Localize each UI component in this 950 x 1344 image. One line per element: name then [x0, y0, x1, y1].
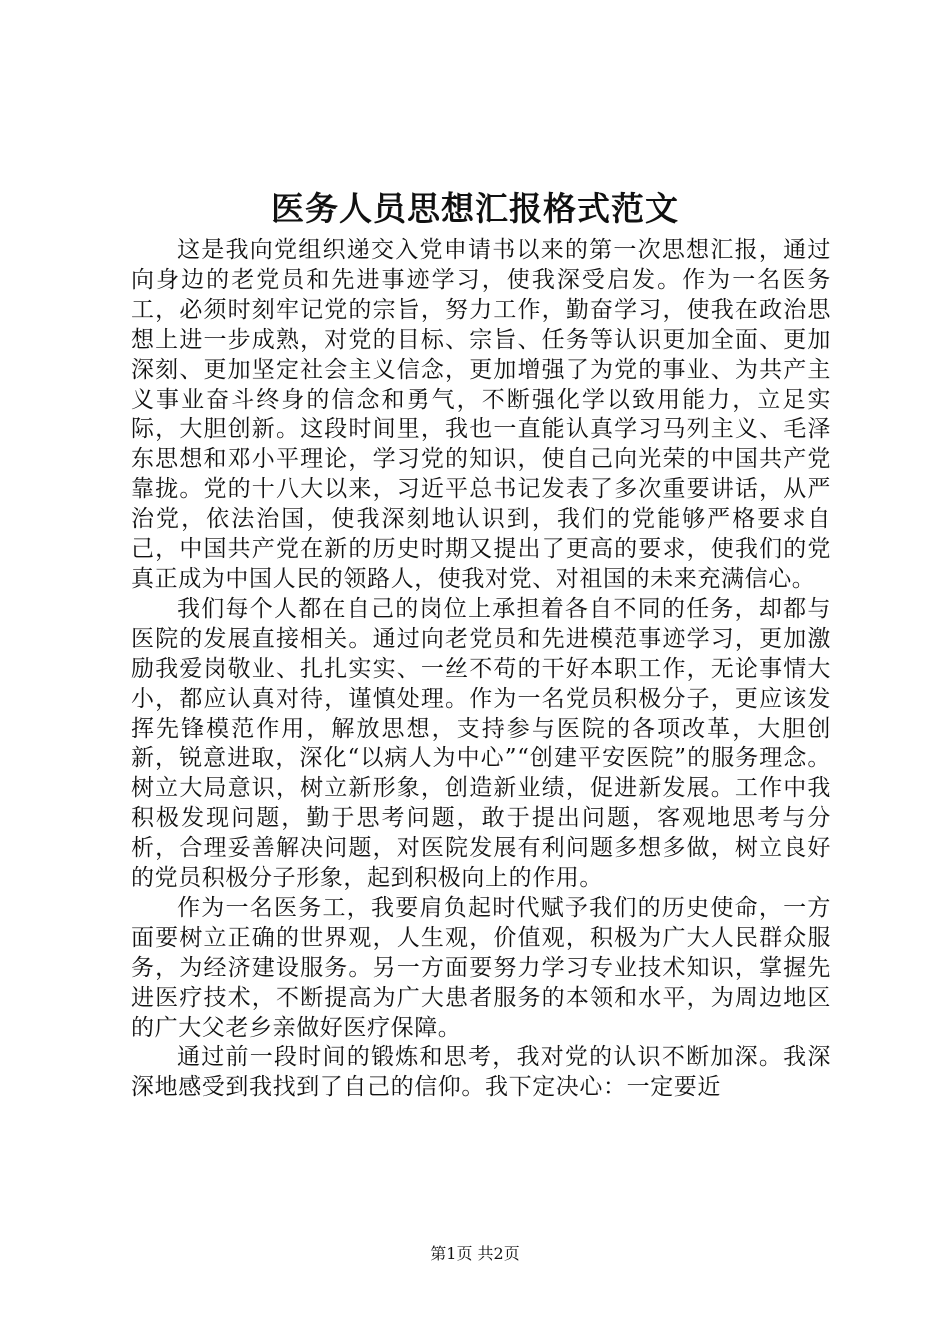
paragraph-4: 通过前一段时间的锻炼和思考，我对党的认识不断加深。我深深地感受到我找到了自己的信仰。我下定决心：一定要近: [131, 1044, 831, 1101]
document-title: 医务人员思想汇报格式范文: [271, 189, 679, 228]
paragraph-2: 我们每个人都在自己的岗位上承担着各自不同的任务，却都与医院的发展直接相关。通过向老党员和先进模范事迹学习，更加激励我爱岗敬业、扎扎实实、一丝不苟的干好本职工作，无论事情大小，都应认真对待，谨慎处理。作为一名党员积极分子，更应该发挥先锋模范作用，解放思想，支持参与医院的各项改革，大胆创新，锐意进取，深化“以病人为中心”“创建平安医院”的服务理念。树立大局意识，树立新形象，创造新业绩，促进新发展。工作中我积极发现问题，勤于思考问题，敢于提出问题，客观地思考与分析，合理妥善解决问题，对医院发展有利问题多想多做，树立良好的党员积极分子形象，起到积极向上的作用。: [131, 595, 831, 892]
paragraph-1: 这是我向党组织递交入党申请书以来的第一次思想汇报，通过向身边的老党员和先进事迹学习，使我深受启发。作为一名医务工，必须时刻牢记党的宗旨，努力工作，勤奋学习，使我在政治思想上进一步成熟，对党的目标、宗旨、任务等认识更加全面、更加深刻、更加坚定社会主义信念，更加增强了为党的事业、为共产主义事业奋斗终身的信念和勇气，不断强化学以致用能力，立足实际，大胆创新。这段时间里，我也一直能认真学习马列主义、毛泽东思想和邓小平理论，学习党的知识，使自己向光荣的中国共产党靠拢。党的十八大以来，习近平总书记发表了多次重要讲话，从严治党，依法治国，使我深刻地认识到，我们的党能够严格要求自己，中国共产党在新的历史时期又提出了更高的要求，使我们的党真正成为中国人民的领路人，使我对党、对祖国的未来充满信心。: [131, 237, 831, 592]
document-body: [131, 236, 831, 1103]
page-footer: 第1页 共2页: [430, 1244, 520, 1263]
paragraph-3: 作为一名医务工，我要肩负起时代赋予我们的历史使命，一方面要树立正确的世界观，人生观，价值观，积极为广大人民群众服务，为经济建设服务。另一方面要努力学习专业技术知识，掌握先进医疗技术，不断提高为广大患者服务的本领和水平，为周边地区的广大父老乡亲做好医疗保障。: [131, 894, 831, 1041]
